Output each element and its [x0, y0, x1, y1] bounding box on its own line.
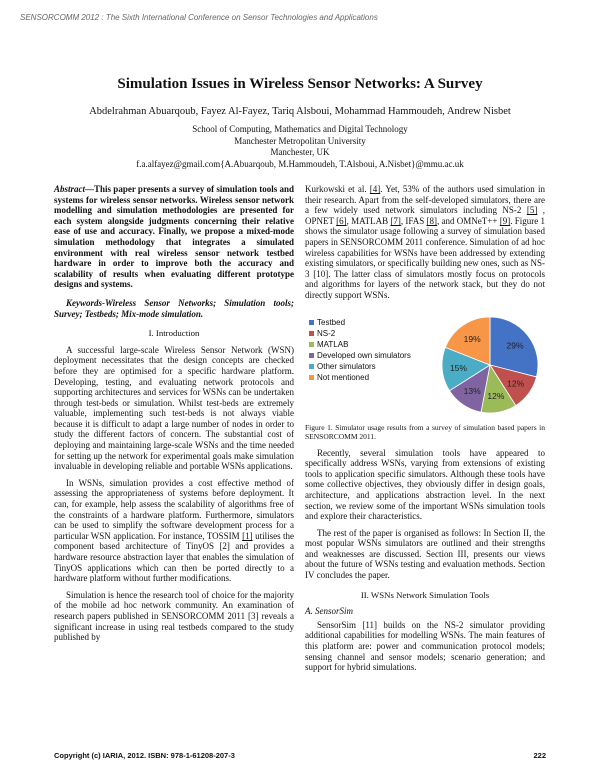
legend-item — [309, 361, 411, 372]
legend-item — [309, 372, 411, 383]
citation-link[interactable]: [5] — [526, 205, 538, 216]
text-run: . Figure 1 shows the simulator usage following a survey of simulation based papers in SENSORCOMM 2011 conference. Simulation of ad hoc wireless capabilities for WSNs have been addressed by extending existing simulators, or specifically building new ones, such as NS-3 [10]. The latter class of simulators mostly focus on protocols and algorithms for layers of the network stack, but they do not directly support WSNs. — [305, 215, 545, 300]
legend-item — [309, 328, 411, 339]
right-column — [305, 184, 545, 673]
citation-link[interactable]: [6] — [336, 215, 347, 226]
running-header: SENSORCOMM 2012 : The Sixth International Conference on Sensor Technologies and Applications — [20, 13, 378, 22]
legend-item — [309, 317, 411, 328]
affiliation — [0, 124, 600, 170]
subsection-heading-sensorsim: A. SensorSim — [305, 606, 353, 617]
text-run: , MATLAB — [346, 215, 391, 226]
body-paragraph — [305, 184, 545, 301]
body-paragraph: A successful large-scale Wireless Sensor Network (WSN) deployment necessitates that the design concepts are checked before they are optimised for a specific hardware platform. Developing, testing, and evaluating network protocols and supporting architectures and services for WSNs can be undertaken through test-beds or simulation. Whilst test-beds are extremely valuable, implementing such test-beds is not always viable because it is difficult to adapt a large number of nodes in order to study the different factors of concern. The substantial cost of deploying and maintaining large-scale WSNs and the time needed for setting up the network for experimental goals make simulation invaluable in developing reliable and portable WSNs applications. — [54, 344, 294, 472]
legend-swatch — [309, 364, 314, 369]
section-heading-introduction: I. Introduction — [148, 328, 200, 339]
text-run: Kurkowski et al. — [305, 184, 370, 194]
legend-label: MATLAB — [317, 339, 349, 349]
figure-1-pie-chart — [305, 309, 545, 419]
body-paragraph: SensorSim [11] builds on the NS-2 simulator providing additional capabilities for modelling WSNs. The main features of this platform are: power and communication protocol models; sensing channel and sensor models; scenario generation; and support for hybrid simulations. — [305, 619, 545, 673]
citation-link[interactable]: [4] — [369, 184, 381, 194]
text-run: . Yet, 53% of the authors used simulation in their research. Apart from the self-developed simulators, there are a few widely used network simulators including NS-2 — [305, 184, 545, 216]
figure-caption: Figure 1. Simulator usage results from a survey of simulation based papers in SENSORCOMM 2011. — [305, 422, 545, 441]
text-run: , OPNET — [305, 205, 545, 226]
citation-link[interactable]: [7] — [390, 215, 401, 226]
paper-title: Simulation Issues in Wireless Sensor Networks: A Survey — [117, 76, 483, 92]
legend-label: Testbed — [317, 317, 346, 327]
affiliation-emails: f.a.alfayez@gmail.com{A.Abuarqoub, M.Hammoudeh, T.Alsboui, A.Nisbet}@mmu.ac.uk — [136, 158, 464, 169]
abstract — [54, 184, 294, 290]
keywords: Keywords-Wireless Sensor Networks; Simulation tools; Survey; Testbeds; Mix-mode simulation. — [54, 297, 294, 319]
pie-data-label: 13% — [463, 385, 481, 396]
legend-item — [309, 350, 411, 361]
footer-copyright: Copyright (c) IARIA, 2012. ISBN: 978-1-61208-207-3 — [54, 751, 235, 760]
legend-swatch — [309, 320, 314, 325]
page-number: 222 — [533, 751, 546, 760]
citation-link[interactable]: [8] — [426, 215, 438, 226]
left-column — [54, 184, 294, 643]
affiliation-line: Manchester Metropolitan University — [234, 135, 366, 146]
pie-data-label: 15% — [449, 362, 467, 373]
pie-data-label: 12% — [507, 378, 525, 389]
legend-label: Developed own simulators — [317, 350, 411, 360]
pie-data-label: 12% — [487, 390, 505, 401]
body-paragraph: The rest of the paper is organised as follows: In Section II, the most popular WSNs simulators are outlined and their strengths and weaknesses are discussed. Section III, presents our views about the future of WSNs testing and evaluation methods. Section IV concludes the paper. — [305, 527, 545, 581]
pie-data-label: 19% — [463, 333, 481, 344]
legend-swatch — [309, 342, 314, 347]
body-paragraph: Simulation is hence the research tool of choice for the majority of the mobile ad hoc network community. An examination of research papers published in SENSORCOMM 2011 [3] reveals a significant increase in using real testbeds compared to the study published by — [54, 589, 294, 643]
abstract-text: —This paper presents a survey of simulation tools and systems for wireless sensor networks. Wireless sensor network modelling and simulation methodologies are presented for each system alongside judgments concerning their relative ease of use and accuracy. Finally, we propose a mixed-mode simulation methodology that integrates a simulated environment with real wireless sensor network testbed hardware in order to improve both the accuracy and scalability of results when evaluating different prototype designs and systems. — [54, 184, 294, 290]
affiliation-line: Manchester, UK — [270, 147, 330, 157]
legend-label: Other simulators — [317, 361, 376, 371]
affiliation-line: School of Computing, Mathematics and Digital Technology — [192, 124, 408, 134]
chart-legend — [309, 317, 411, 383]
pie-chart — [435, 313, 545, 418]
citation-link[interactable]: [9] — [499, 215, 511, 226]
text-run: In WSNs, simulation provides a cost effective method of assessing the appropriateness of systems before deployment. It can, for example, help assess the scalability of algorithms free of the constraints of a hardware platform. Furthermore, simulators can be used to simplify the software development process for a particular WSN application. For instance, TOSSIM — [54, 477, 294, 541]
text-run: , and OMNeT++ — [437, 215, 500, 226]
legend-swatch — [309, 353, 314, 358]
text-run: , IFAS — [400, 215, 427, 226]
text-run: utilises the component based architecture of TinyOS [2] and provides a hardware resource abstraction layer that enables the simulation of TinyOS applications which can then be ported directly to a hardware platform without further modifications. — [54, 530, 295, 584]
body-paragraph — [54, 478, 294, 584]
author-list: Abdelrahman Abuarqoub, Fayez Al-Fayez, Tariq Alsboui, Mohammad Hammoudeh, Andrew Nisbet — [89, 106, 511, 117]
legend-swatch — [309, 331, 314, 336]
legend-label: Not mentioned — [317, 372, 370, 382]
abstract-label: Abstract — [54, 184, 86, 194]
legend-swatch — [309, 375, 314, 380]
body-paragraph: Recently, several simulation tools have appeared to specifically address WSNs, varying from extensions of existing tools to application specific simulators. Although these tools have some collective objectives, they obviously differ in design goals, architecture, and applications abstraction level. In the next section, we review some of the important WSNs simulation tools and explore their characteristics. — [305, 447, 545, 522]
citation-link[interactable]: [1] — [242, 530, 253, 541]
legend-item — [309, 339, 411, 350]
pie-data-label: 29% — [506, 340, 524, 351]
section-heading-simulation-tools: II. WSNs Network Simulation Tools — [360, 589, 490, 600]
legend-label: NS-2 — [317, 328, 336, 338]
